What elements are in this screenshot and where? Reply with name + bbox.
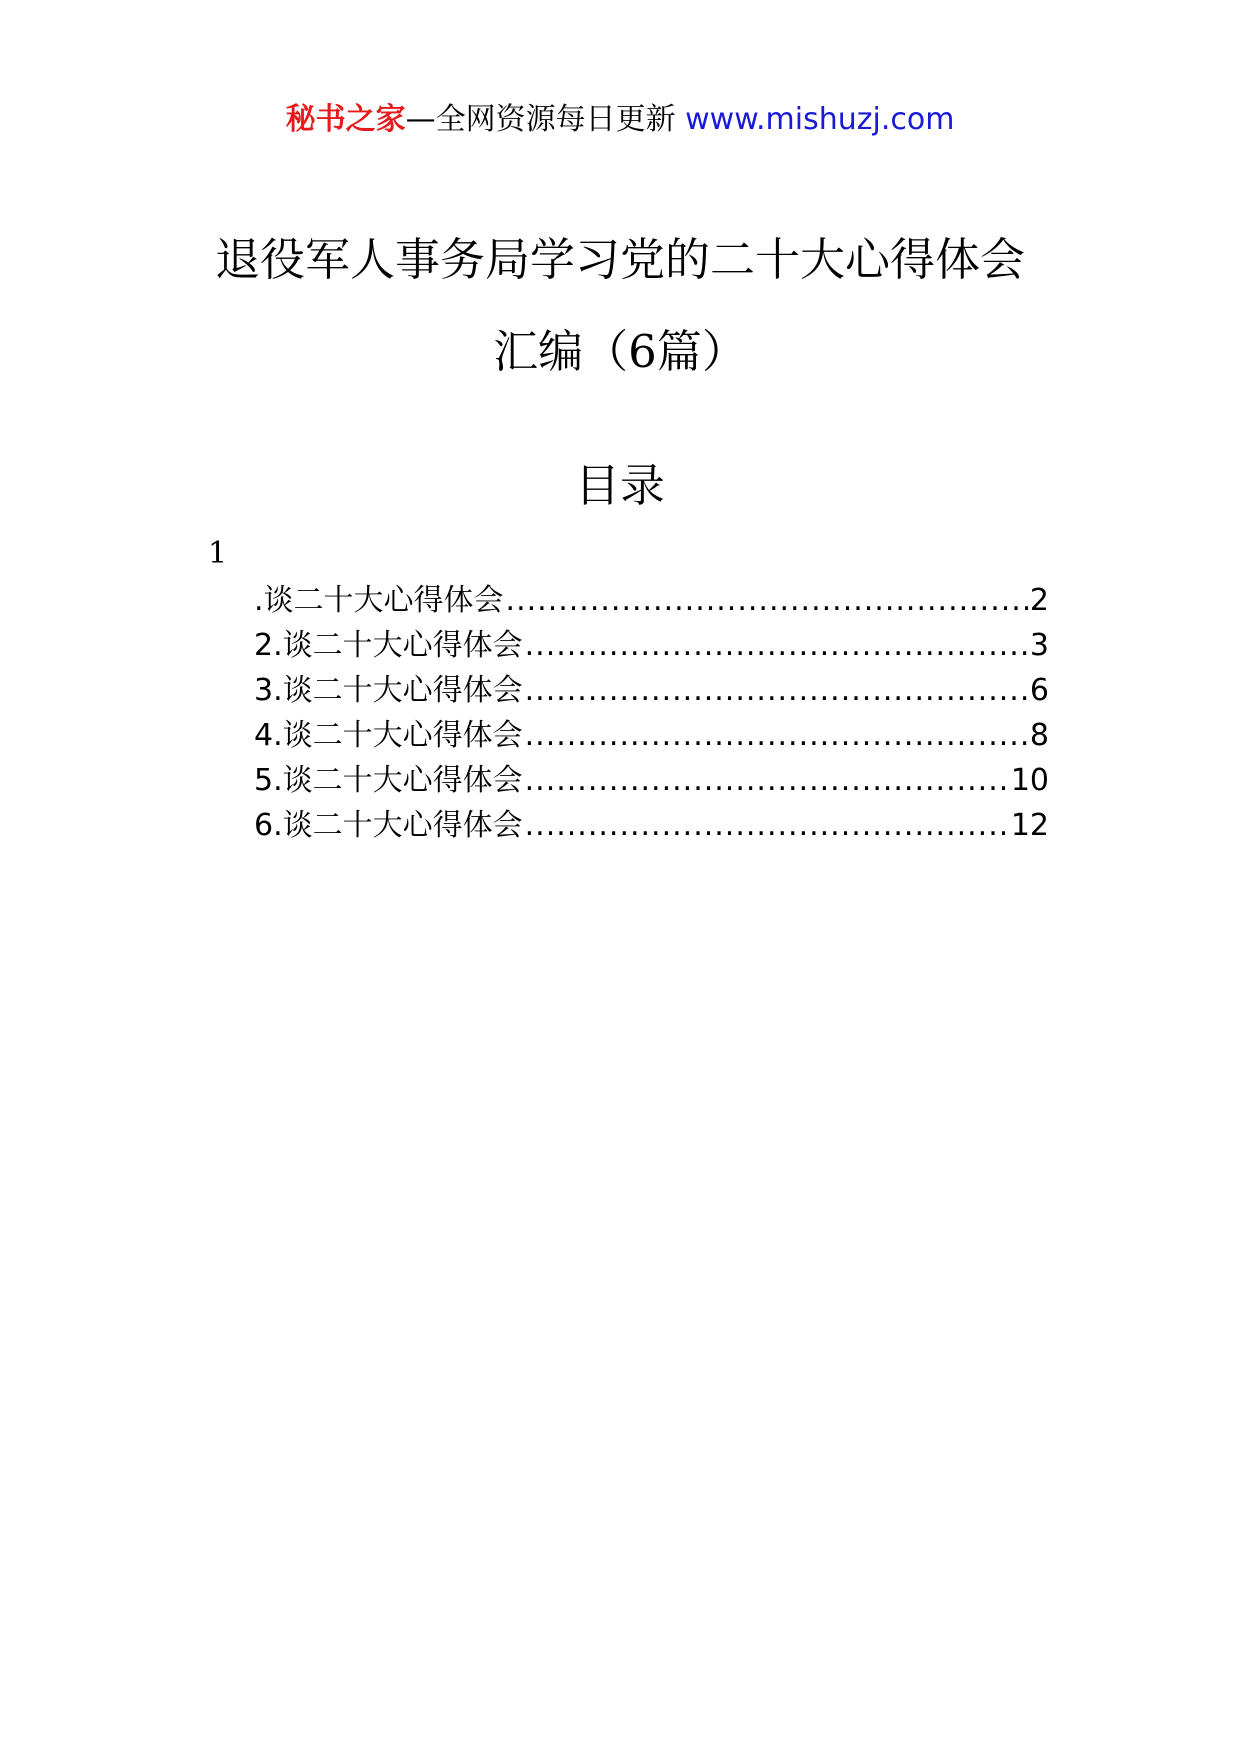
brand-name: 秘书之家 [285,102,406,137]
table-of-contents [254,578,1049,848]
toc-entry-page: 8 [1029,718,1049,753]
toc-entry-label: 谈二十大心得体会 [282,718,523,753]
toc-dot-leader [525,758,1009,803]
toc-entry-1[interactable] [254,578,1049,623]
title-count: 6 [628,325,657,378]
title-prefix: 汇编（ [493,325,629,378]
toc-entry-number: 4. [254,718,283,753]
toc-entry-label: 谈二十大心得体会 [282,628,523,663]
toc-entry-page: 3 [1029,628,1049,663]
toc-entry-page: 2 [1029,583,1049,618]
toc-entry-3[interactable] [254,668,1049,713]
toc-entry-page: 12 [1010,808,1049,843]
title-suffix: 篇） [656,325,747,378]
toc-entry-label: 谈二十大心得体会 [282,763,523,798]
toc-stray-number: 1 [208,536,228,571]
toc-entry-page: 6 [1029,673,1049,708]
toc-dot-leader [525,668,1028,713]
toc-dot-leader [525,803,1009,848]
toc-entry-number: . [254,583,264,618]
toc-entry-number: 2. [254,628,283,663]
toc-entry-number: 5. [254,763,283,798]
toc-entry-label: 谈二十大心得体会 [282,808,523,843]
header-slogan: —全网资源每日更新 [405,102,676,137]
toc-entry-page: 10 [1010,763,1049,798]
toc-dot-leader [506,578,1028,623]
document-title-line-2 [0,322,1240,382]
toc-entry-4[interactable] [254,713,1049,758]
toc-dot-leader [525,713,1028,758]
toc-entry-6[interactable] [254,803,1049,848]
toc-entry-label: 谈二十大心得体会 [282,673,523,708]
toc-heading: 目录 [574,459,665,512]
toc-dot-leader [525,623,1028,668]
toc-entry-5[interactable] [254,758,1049,803]
site-header [0,100,1240,140]
toc-entry-number: 6. [254,808,283,843]
site-url-link[interactable]: www.mishuzj.com [685,102,955,137]
document-title-line-1: 退役军人事务局学习党的二十大心得体会 [214,233,1025,286]
toc-entry-2[interactable] [254,623,1049,668]
toc-entry-label: 谈二十大心得体会 [263,583,504,618]
toc-entry-number: 3. [254,673,283,708]
